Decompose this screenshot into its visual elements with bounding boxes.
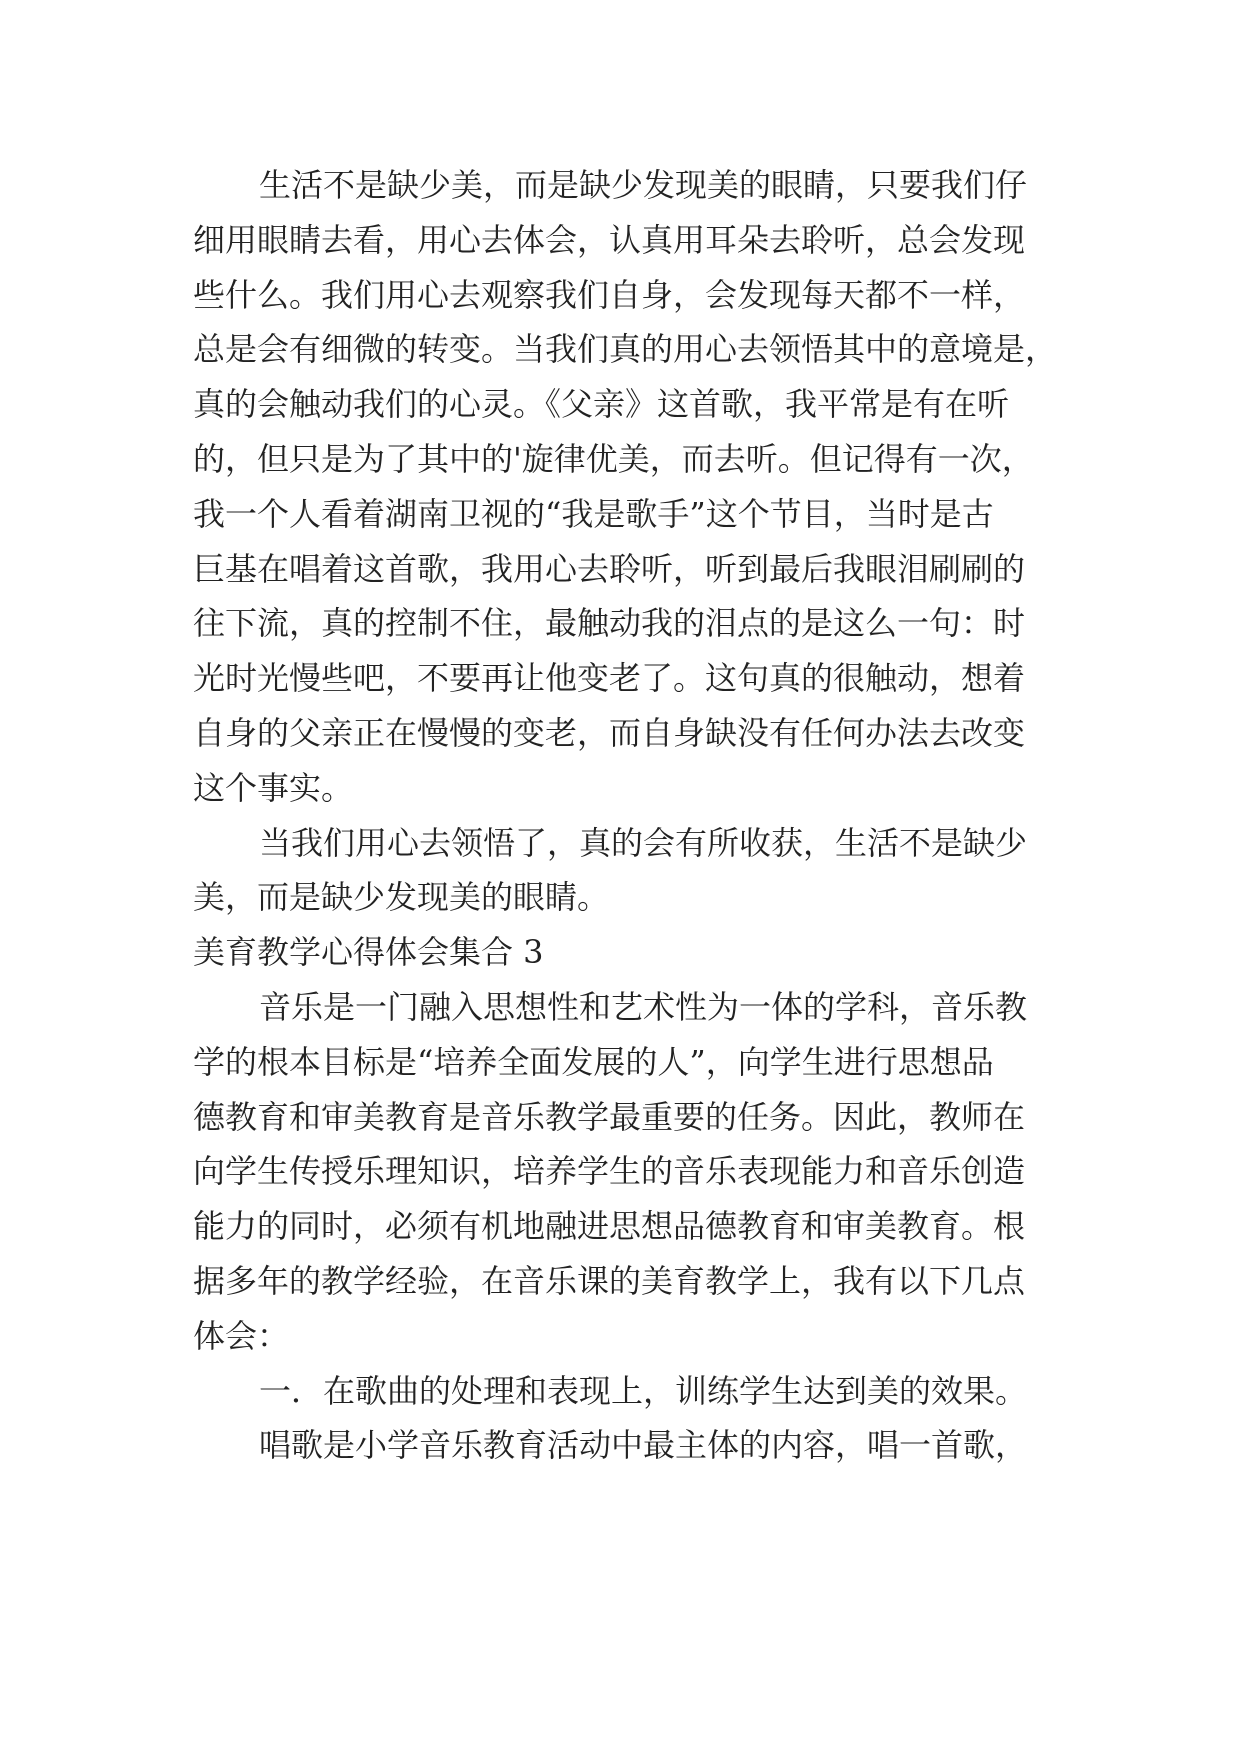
text-line: 的，但只是为了其中的'旋律优美，而去听。但记得有一次， [193, 439, 1034, 478]
text-line: 真的会触动我们的心灵。《父亲》这首歌，我平常是有在听 [193, 385, 1010, 424]
body-text [193, 158, 1073, 1473]
text-line: 据多年的教学经验，在音乐课的美育教学上，我有以下几点 [193, 1261, 1026, 1300]
text-line: 细用眼睛去看，用心去体会，认真用耳朵去聆听，总会发现 [193, 220, 1026, 259]
text-line: 美育教学心得体会集合 3 [193, 933, 544, 972]
text-line: 这个事实。 [193, 768, 354, 807]
text-line: 光时光慢些吧，不要再让他变老了。这句真的很触动，想着 [193, 659, 1026, 698]
text-line: 巨基在唱着这首歌，我用心去聆听，听到最后我眼泪刷刷的 [193, 549, 1026, 588]
paragraph-first-line: 一．在歌曲的处理和表现上，训练学生达到美的效果。 [259, 1371, 1028, 1410]
text-line: 美，而是缺少发现美的眼睛。 [193, 878, 610, 917]
paragraph-first-line: 音乐是一门融入思想性和艺术性为一体的学科，音乐教 [259, 987, 1028, 1026]
paragraph-first-line: 唱歌是小学音乐教育活动中最主体的内容，唱一首歌， [259, 1426, 1028, 1465]
text-line: 总是会有细微的转变。当我们真的用心去领悟其中的意境是， [193, 330, 1058, 369]
text-line: 自身的父亲正在慢慢的变老，而自身缺没有任何办法去改变 [193, 713, 1026, 752]
text-line: 体会： [193, 1316, 290, 1355]
text-line: 学的根本目标是“培养全面发展的人”，向学生进行思想品 [193, 1042, 994, 1081]
text-line: 些什么。我们用心去观察我们自身，会发现每天都不一样， [193, 275, 1026, 314]
text-line: 往下流，真的控制不住，最触动我的泪点的是这么一句：时 [193, 604, 1026, 643]
paragraph-first-line: 生活不是缺少美，而是缺少发现美的眼睛，只要我们仔 [259, 166, 1028, 204]
paragraph-first-line: 当我们用心去领悟了，真的会有所收获，生活不是缺少 [259, 823, 1028, 862]
text-line: 我一个人看着湖南卫视的“我是歌手”这个节目，当时是古 [193, 494, 994, 533]
text-line: 德教育和审美教育是音乐教学最重要的任务。因此，教师在 [193, 1097, 1026, 1136]
text-line: 向学生传授乐理知识，培养学生的音乐表现能力和音乐创造 [193, 1152, 1026, 1191]
text-line: 能力的同时，必须有机地融进思想品德教育和审美教育。根 [193, 1207, 1026, 1246]
